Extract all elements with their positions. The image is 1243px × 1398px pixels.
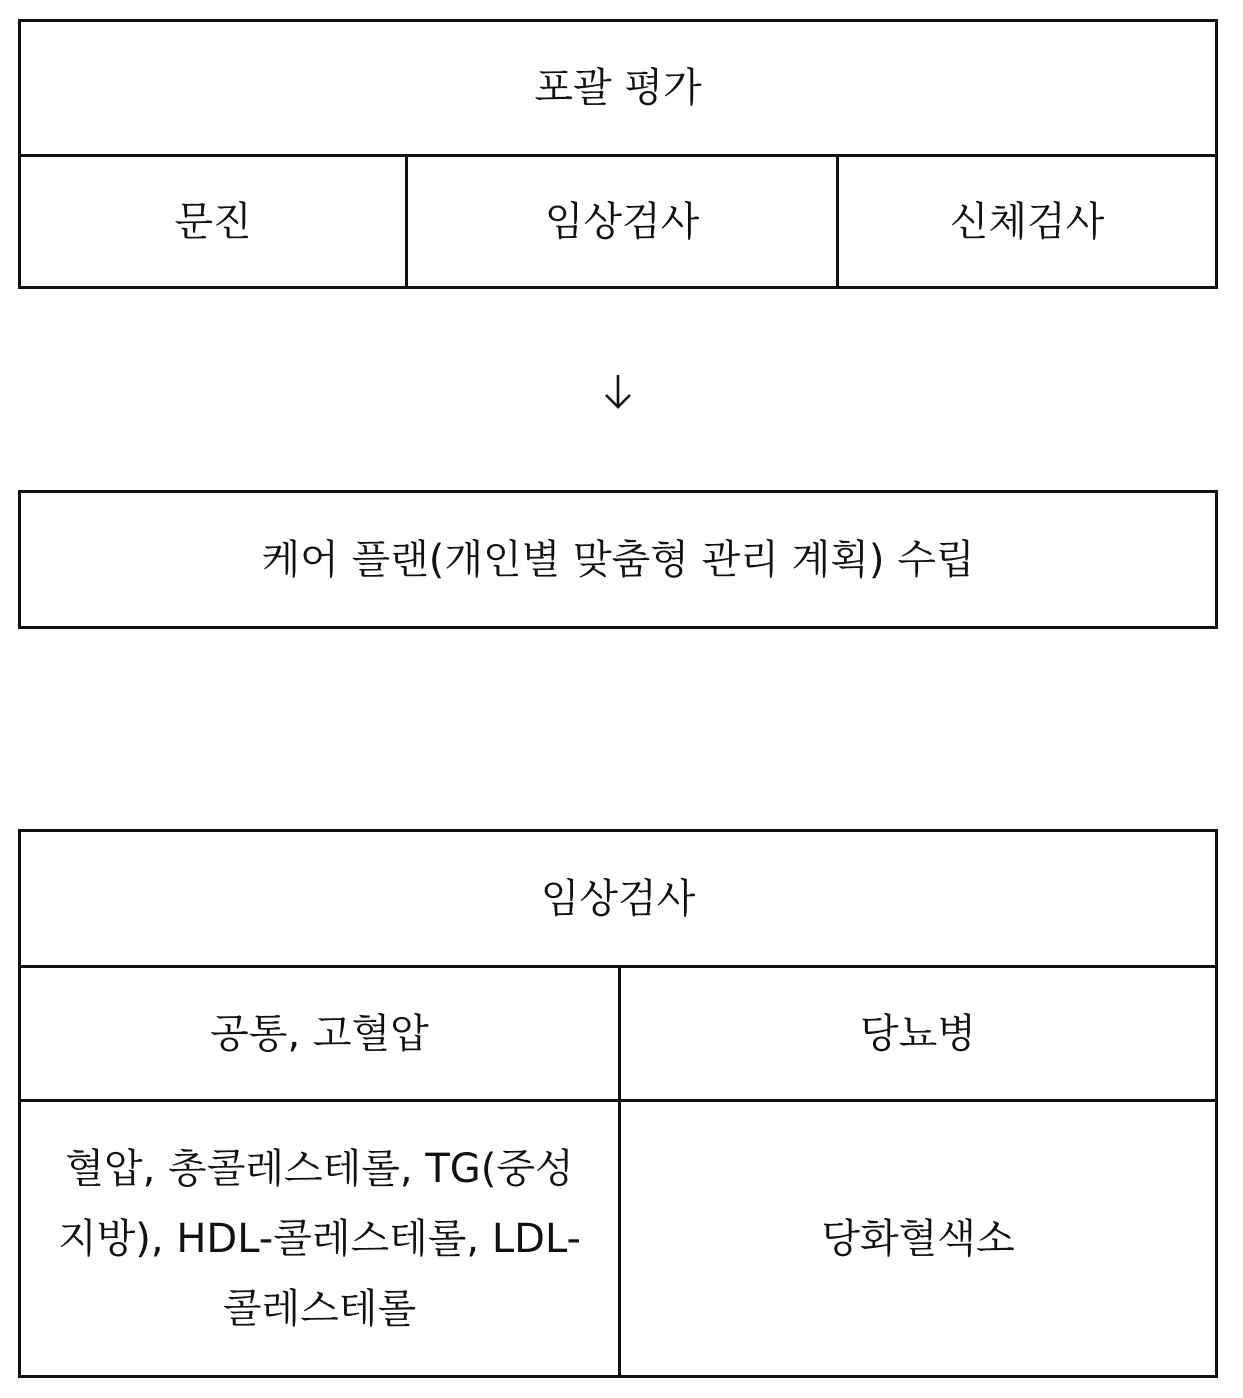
assessment-item-physical-exam: 신체검사: [949, 198, 1105, 245]
clinical-tests-content-diabetes: 당화혈색소: [821, 1215, 1015, 1262]
assessment-title: 포괄 평가: [534, 65, 702, 111]
care-plan-label: 케어 플랜(개인별 맞춤형 관리 계획) 수립: [261, 536, 975, 583]
clinical-tests-table: [18, 829, 1218, 1378]
care-plan-box: [18, 490, 1218, 629]
clinical-tests-content-common: 혈압, 총콜레스테롤, TG(중성지방), HDL-콜레스테롤, LDL-콜레스테롤: [58, 1145, 581, 1332]
assessment-item-interview: 문진: [174, 198, 252, 245]
down-arrow-icon: [598, 370, 638, 414]
assessment-item-clinical-test: 임상검사: [544, 198, 700, 245]
clinical-tests-header-diabetes: 당뇨병: [860, 1010, 976, 1057]
assessment-box: [18, 19, 1218, 289]
clinical-tests-title: 임상검사: [540, 875, 696, 922]
clinical-tests-header-common: 공통, 고혈압: [210, 1010, 429, 1057]
